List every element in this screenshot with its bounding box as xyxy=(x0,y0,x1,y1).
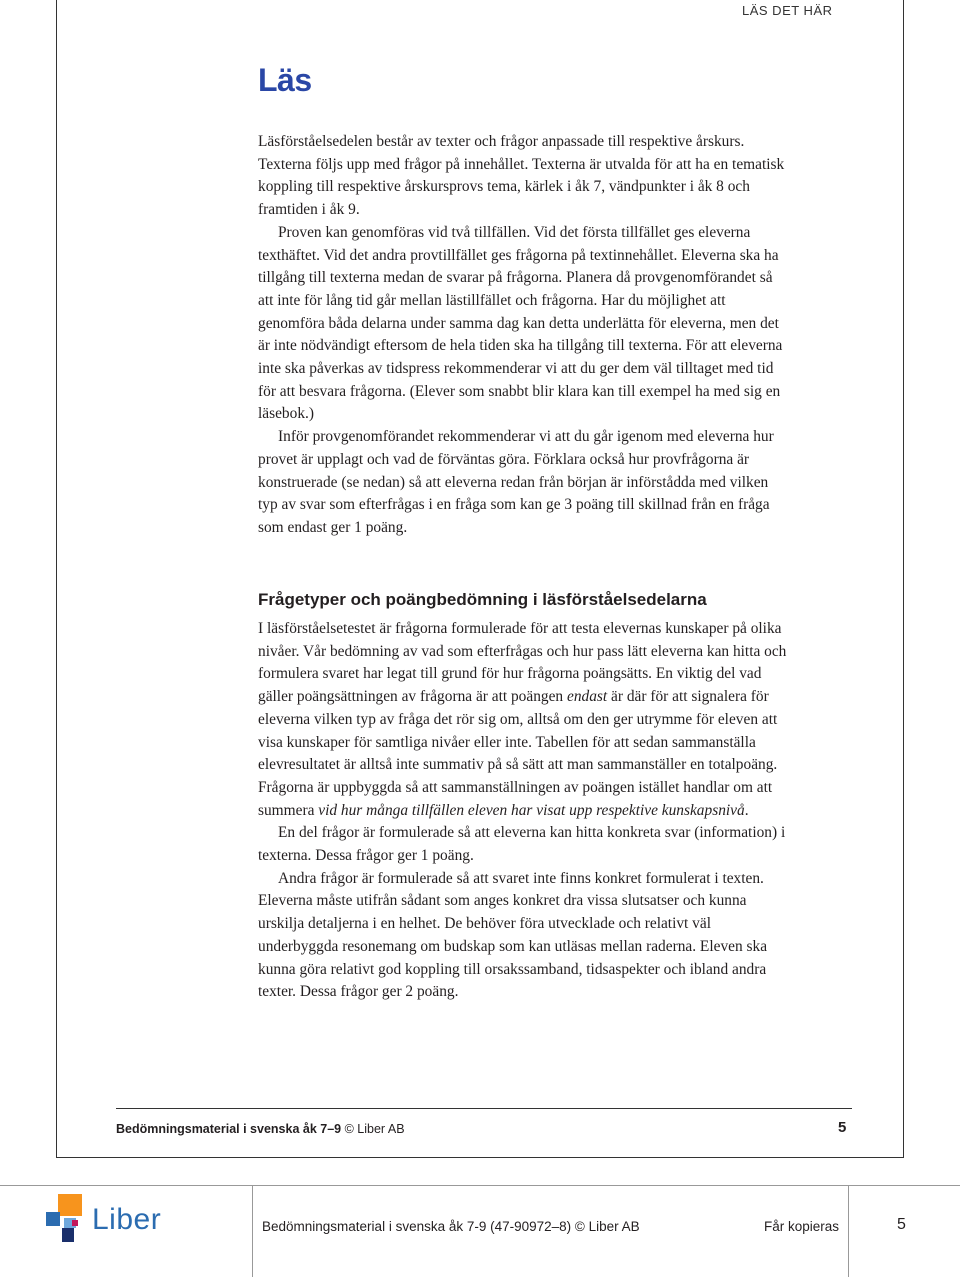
liber-logo-text: Liber xyxy=(92,1203,162,1236)
paragraph-text: är där för att signalera för eleverna vilken typ av fråga det rör sig om, alltså om den ger utrymme för eleven att visa kunskaper för samtliga nivåer eller inte. Tabellen för att sedan sammanställa elevresultatet är alltså inte summativ på så sätt att man sammanställer en totalpoäng. Frågorna är uppbyggda så att sammanställningen av poängen istället handlar om att summera xyxy=(258,688,778,819)
section-heading: Frågetyper och poängbedömning i läsförståelsedelarna xyxy=(258,590,707,609)
paragraph-text: Inför provgenomförandet rekommenderar vi att du går igenom med eleverna hur provet är upplagt och vad de förväntas göra. Förklara också hur provfrågorna är konstruerade (se nedan) så att eleverna redan från början är införstådda med vilken typ av svar som efterfrågas i en fråga som kan ge 3 poäng till skillnad från en fråga som endast ger 1 poäng. xyxy=(258,428,774,536)
footer-rule xyxy=(116,1108,852,1109)
paragraph xyxy=(258,868,788,1004)
paragraph-text: I läsförståelsetestet är frågorna formulerade för att testa elevernas kunskaper på olika nivåer. Vår bedömning av vad som efterfrågas och hur pass lätt eleverna kan hitta och formulera svaret har legat till grund för hur frågorna poängsätts. En viktig del vad gäller poängsättningen av frågorna är att poängen xyxy=(258,620,787,706)
paragraph-text: . xyxy=(744,801,749,819)
footer-credit xyxy=(116,1122,405,1136)
emphasis-text: vid hur många tillfällen eleven har visat upp respektive kunskapsnivå xyxy=(318,801,745,819)
paragraph xyxy=(258,426,788,540)
paragraph-text: En del frågor är formulerade så att eleverna kan hitta konkreta svar (information) i texterna. Dessa frågor ger 1 poäng. xyxy=(258,824,786,865)
paragraph xyxy=(258,131,788,222)
paragraph-text: Andra frågor är formulerade så att svaret inte finns konkret formulerat i texten. Eleverna måste utifrån sådant som anges konkret dra vissa slutsatser och kunna urskilja detaljerna i en helhet. De behöver föra utvecklade och relativt väl underbyggda resonemang om budskap som kan utläsas mellan raderna. Eleven ska kunna göra relativt god koppling till orsakssamband, tidsaspekter och ibland andra texter. Dessa frågor ger 2 poäng. xyxy=(258,869,768,1001)
strip-title: Bedömningsmaterial i svenska åk 7-9 (47-90972–8) © Liber AB xyxy=(262,1219,640,1234)
copy-permission: Får kopieras xyxy=(764,1219,840,1234)
section-text xyxy=(258,618,788,1004)
strip-page-number: 5 xyxy=(897,1216,906,1233)
intro-text xyxy=(258,131,788,540)
page-title: Läs xyxy=(258,62,312,98)
emphasis-text: endast xyxy=(566,688,608,706)
strip-divider xyxy=(848,1185,849,1277)
footer-title: Bedömningsmaterial i svenska åk 7–9 xyxy=(116,1122,342,1136)
footer-page-number: 5 xyxy=(838,1119,847,1136)
section-label: LÄS DET HÄR xyxy=(742,3,833,18)
liber-logo-icon xyxy=(42,1194,86,1244)
footer-copyright: © Liber AB xyxy=(344,1122,405,1136)
paragraph xyxy=(258,222,788,426)
paragraph-text: Proven kan genomföras vid två tillfällen. Vid det första tillfället ges eleverna texthäftet. Vid det andra provtillfället ges frågorna på textinnehållet. Eleverna ska ha tillgång till texterna medan de svarar på frågorna. Planera då provgenomförandet så att inte för lång tid går mellan lästillfället och frågorna. Har du möjlighet att genomföra båda delarna under samma dag kan detta underlätta för eleverna, men det är inte nödvändigt eftersom de hela tiden ska ha tillgång till texterna. För att eleverna inte ska påverkas av tidspress rekommenderar vi att du ger dem väl tilltaget med tid för att besvara frågorna. (Elever som snabbt blir klara kan till exempel ha med sig en läsebok.) xyxy=(258,223,783,423)
paragraph xyxy=(258,822,788,867)
paragraph xyxy=(258,618,788,822)
paragraph-text: Läsförståelsedelen består av texter och frågor anpassade till respektive årskurs. Texterna följs upp med frågor på innehållet. Texterna är utvalda för att ha en tematisk koppling till respektive årskursprovs tema, kärlek i åk 7, vändpunkter i åk 8 och framtiden i åk 9. xyxy=(258,133,785,219)
